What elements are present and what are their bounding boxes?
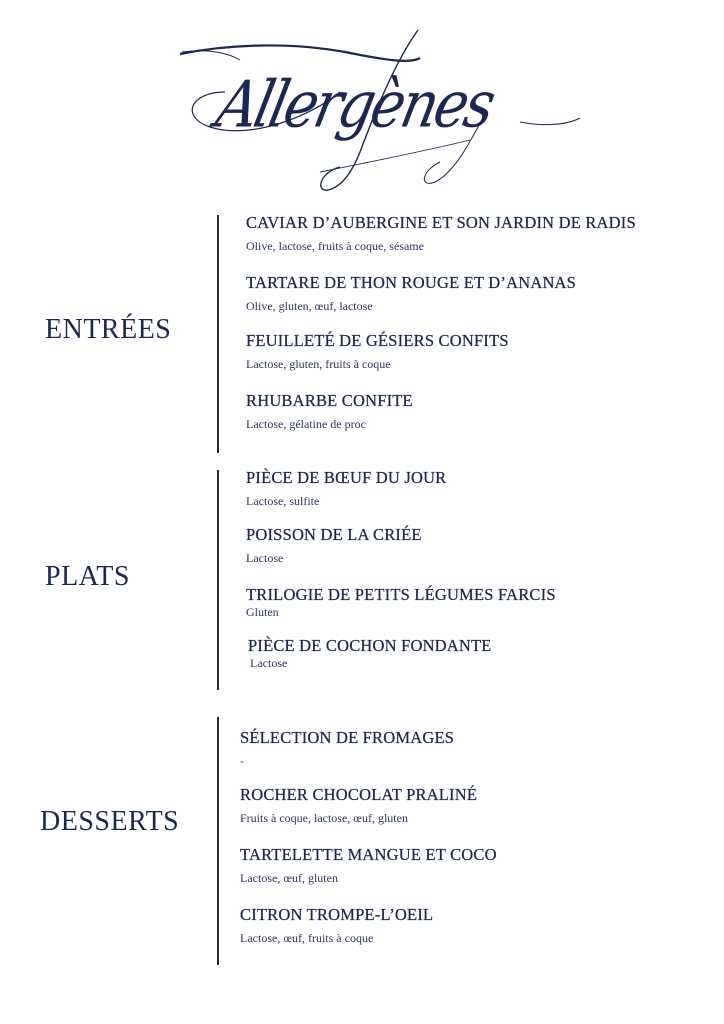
- item-name: FEUILLETÉ DE GÉSIERS CONFITS: [246, 331, 509, 350]
- item-name: ROCHER CHOCOLAT PRALINÉ: [240, 785, 478, 804]
- menu-item: [240, 785, 477, 826]
- item-name: PIÈCE DE COCHON FONDANTE: [248, 636, 492, 655]
- item-allergens: Lactose: [250, 656, 288, 670]
- menu-item: [248, 636, 492, 671]
- section-divider: [217, 215, 219, 453]
- menu-item: [240, 905, 433, 946]
- item-allergens: Lactose, œuf, gluten: [240, 871, 338, 885]
- menu-item: [246, 213, 636, 254]
- menu-item: [240, 728, 454, 769]
- item-name: PIÈCE DE BŒUF DU JOUR: [246, 468, 447, 487]
- item-name: POISSON DE LA CRIÉE: [246, 525, 422, 544]
- item-name: CAVIAR D’AUBERGINE ET SON JARDIN DE RADIS: [246, 213, 636, 232]
- item-allergens: Lactose: [246, 551, 284, 565]
- section-title-entrees: ENTRÉES: [45, 314, 172, 345]
- item-allergens: Gluten: [246, 605, 279, 619]
- item-name: TARTELETTE MANGUE ET COCO: [240, 845, 497, 864]
- menu-item: [246, 585, 556, 620]
- title-block: [170, 22, 600, 197]
- section-divider: [217, 470, 219, 690]
- item-allergens: Lactose, œuf, fruits à coque: [240, 931, 374, 945]
- item-allergens: Lactose, sulfite: [246, 494, 320, 508]
- menu-item: [246, 273, 576, 314]
- menu-item: [246, 391, 413, 432]
- item-allergens: Lactose, gluten, fruits à coque: [246, 357, 391, 371]
- item-name: SÉLECTION DE FROMAGES: [240, 728, 455, 747]
- section-title-desserts: DESSERTS: [40, 806, 180, 837]
- page-title: Allergènes: [210, 68, 500, 143]
- section-title-plats: PLATS: [45, 561, 130, 592]
- menu-item: [246, 468, 446, 509]
- menu-item: [246, 525, 422, 566]
- item-name: RHUBARBE CONFITE: [246, 391, 413, 410]
- item-allergens: Olive, lactose, fruits à coque, sésame: [246, 239, 424, 253]
- item-name: CITRON TROMPE-L’OEIL: [240, 905, 434, 924]
- item-allergens: Lactose, gélatine de proc: [246, 417, 366, 431]
- item-name: TARTARE DE THON ROUGE ET D’ANANAS: [246, 273, 577, 292]
- section-divider: [217, 717, 219, 965]
- item-name: TRILOGIE DE PETITS LÉGUMES FARCIS: [246, 585, 556, 604]
- item-allergens: -: [240, 754, 244, 768]
- item-allergens: Fruits à coque, lactose, œuf, gluten: [240, 811, 408, 825]
- menu-item: [246, 331, 509, 372]
- menu-item: [240, 845, 497, 886]
- item-allergens: Olive, gluten, œuf, lactose: [246, 299, 373, 313]
